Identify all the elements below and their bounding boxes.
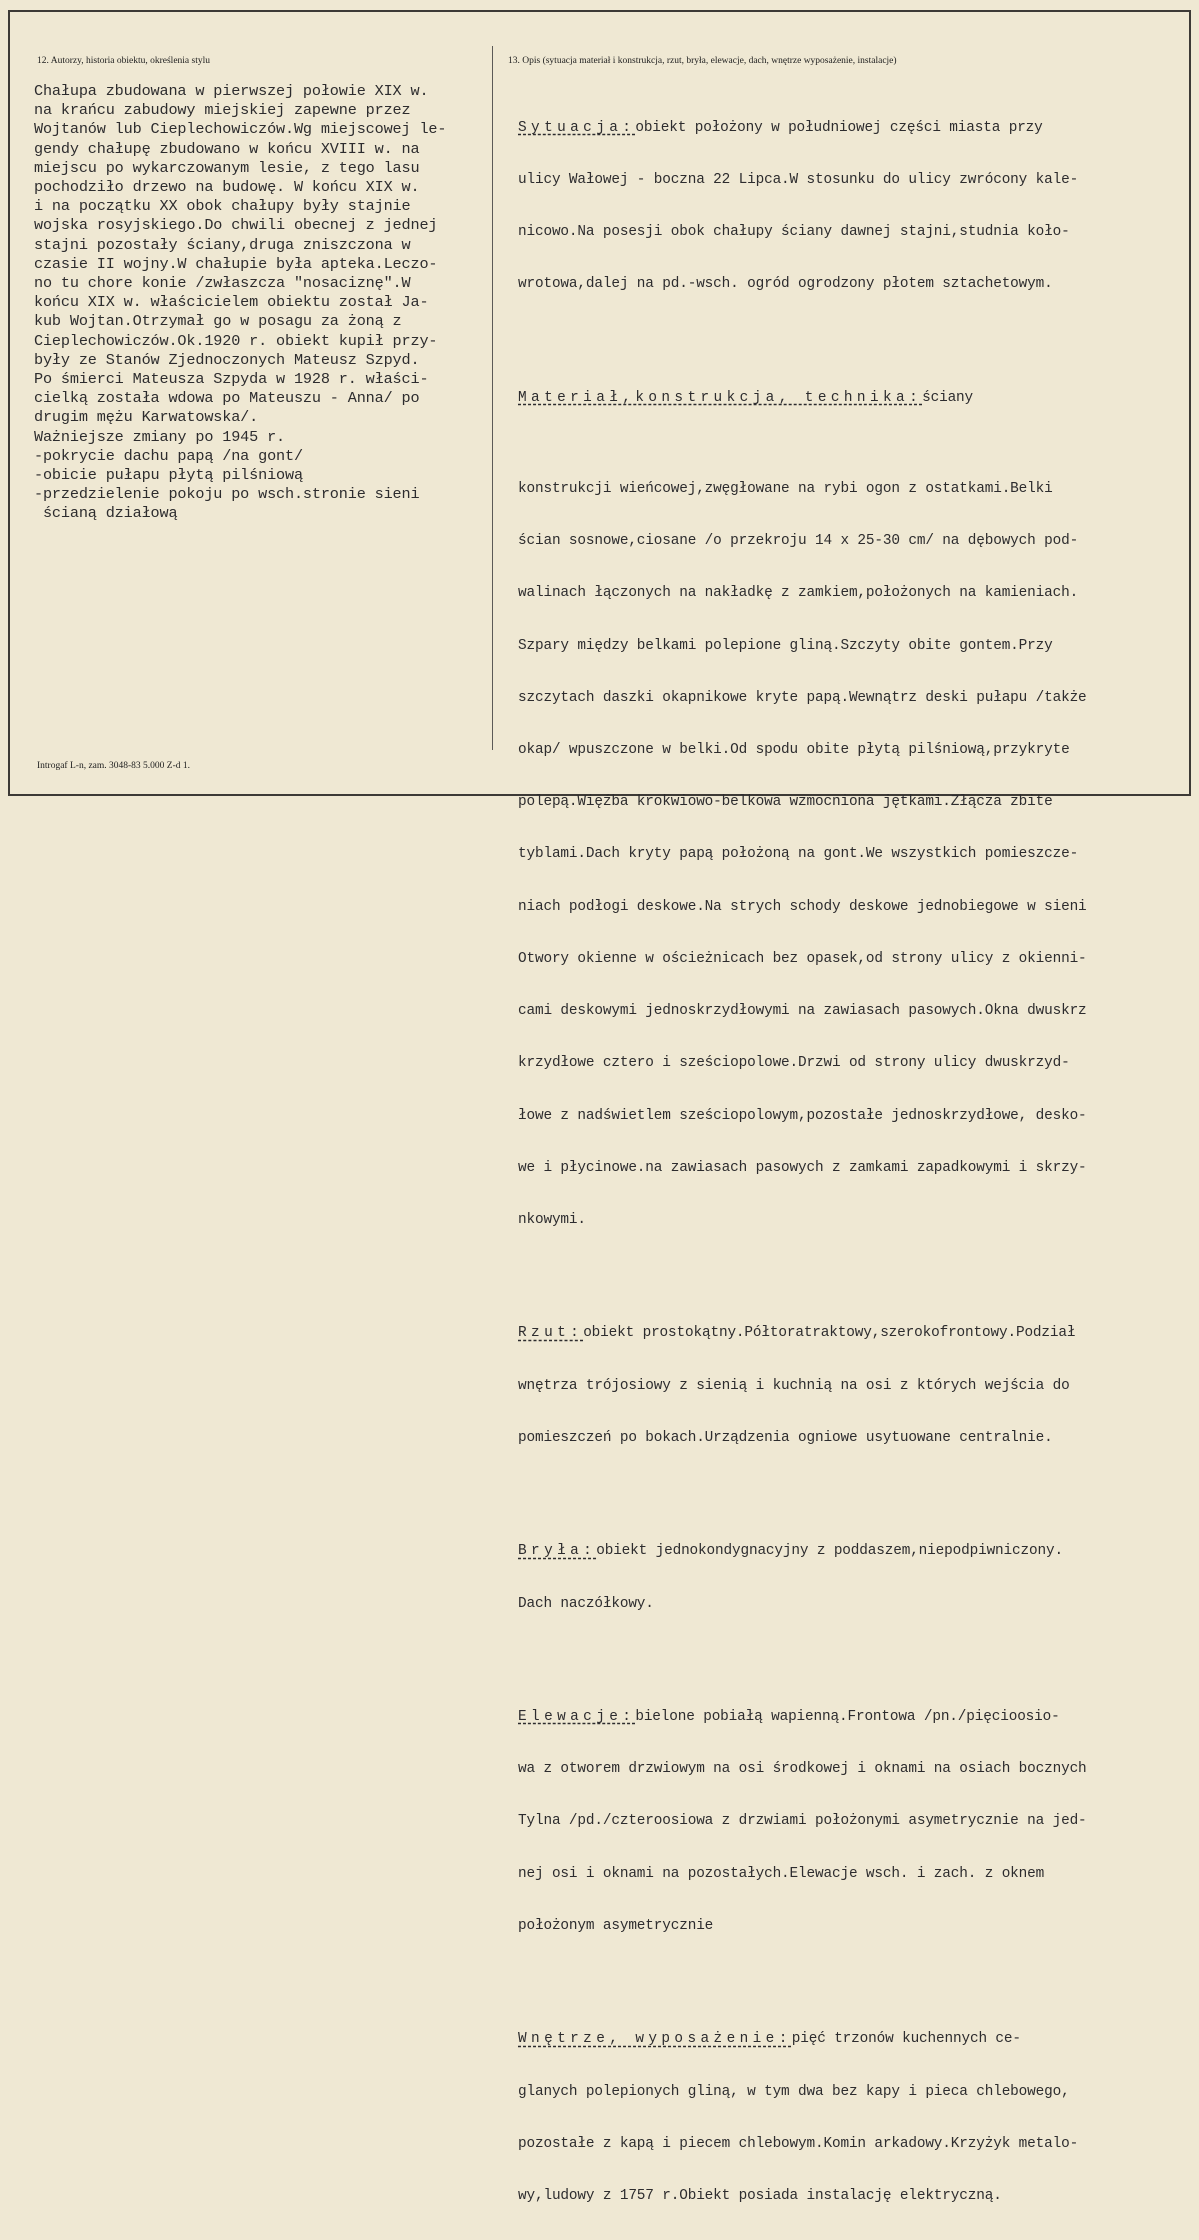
history-line: Ważniejsze zmiany po 1945 r. — [34, 427, 285, 446]
section-13-header: 13. Opis (sytuacja materiał i konstrukcja, rzut, bryła, elewacje, dach, wnętrze wyposażenie, instalacje) — [508, 56, 897, 66]
history-line: drugim mężu Karwatowska/. — [34, 408, 259, 427]
text-line: łowe z nadświetlem sześciopolowym,pozostałe jednoskrzydłowe, desko- — [518, 1107, 1087, 1124]
bryla-line-1: Bryła:obiekt jednokondygnacyjny z poddaszem,niepodpiwniczony. — [518, 1543, 1063, 1560]
text-line: Tylna /pd./czteroosiowa z drzwiami położonymi asymetrycznie na jed- — [518, 1813, 1087, 1830]
text-line: pomieszczeń po bokach.Urządzenia ogniowe usytuowane centralnie. — [518, 1429, 1053, 1446]
text-line: walinach łączonych na nakładkę z zamkiem,położonych na kamieniach. — [518, 585, 1079, 602]
history-line: czasie II wojny.W chałupie była apteka.Leczo- — [34, 254, 438, 273]
text-line: konstrukcji wieńcowej,zwęgłowane na rybi ogon z ostatkami.Belki — [518, 480, 1053, 497]
text-line: polepą.Więźba krokwiowo-belkowa wzmocniona jętkami.Złącza zbite — [518, 794, 1053, 811]
column-divider — [492, 46, 493, 750]
text-line: nej osi i oknami na pozostałych.Elewacje wsch. i zach. z oknem — [518, 1865, 1045, 1882]
text-line: krzydłowe cztero i sześciopolowe.Drzwi od strony ulicy dwuskrzyd- — [518, 1055, 1070, 1072]
history-line: cielką została wdowa po Mateuszu - Anna/ po — [34, 389, 420, 408]
text-line: pozostałe z kapą i piecem chlebowym.Komin arkadowy.Krzyżyk metalo- — [518, 2135, 1079, 2152]
text-line: nicowo.Na posesji obok chałupy ściany dawnej stajni,studnia koło- — [518, 224, 1070, 241]
material-line-1: Materiał,konstrukcja, technika:ściany — [518, 389, 974, 406]
text-line: okap/ wpuszczone w belki.Od spodu obite płytą pilśniową,przykryte — [518, 742, 1070, 759]
text-line: położonym asymetrycznie — [518, 1917, 714, 1934]
description-text — [518, 85, 1087, 2240]
wnetrze-line-1: Wnętrze, wyposażenie:pięć trzonów kuchennych ce- — [518, 2031, 1021, 2048]
text-line: niach podłogi deskowe.Na strych schody deskowe jednobiegowe w sieni — [518, 898, 1087, 915]
text-line: wy,ludowy z 1757 r.Obiekt posiada instalację elektryczną. — [518, 2187, 1002, 2204]
text-line: cami deskowymi jednoskrzydłowymi na zawiasach pasowych.Okna dwuskrz — [518, 1003, 1087, 1020]
text-line: ulicy Wałowej - boczna 22 Lipca.W stosunku do ulicy zwrócony kale- — [518, 172, 1079, 189]
text-line: glanych polepionych gliną, w tym dwa bez kapy i pieca chlebowego, — [518, 2083, 1070, 2100]
text-line: tyblami.Dach kryty papą położoną na gont.We wszystkich pomieszcze- — [518, 846, 1079, 863]
history-line: Cieplechowiczów.Ok.1920 r. obiekt kupił przy- — [34, 331, 438, 350]
history-line: no tu chore konie /zwłaszcza "nosaciznę".W — [34, 274, 411, 293]
elewacje-heading: Elewacje: — [518, 1708, 636, 1725]
history-line: stajni pozostały ściany,druga zniszczona w — [34, 235, 411, 254]
history-line: Po śmierci Mateusza Szpyda w 1928 r. właści- — [34, 370, 429, 389]
history-line: ścianą działową — [34, 504, 178, 523]
history-line: pochodziło drzewo na budowę. W końcu XIX w. — [34, 178, 420, 197]
text-line: we i płycinowe.na zawiasach pasowych z zamkami zapadkowymi i skrzy- — [518, 1159, 1087, 1176]
history-line: na krańcu zabudowy miejskiej zapewne przez — [34, 101, 411, 120]
text-line: ścian sosnowe,ciosane /o przekroju 14 x 25-30 cm/ na dębowych pod- — [518, 533, 1079, 550]
history-line: -przedzielenie pokoju po wsch.stronie sieni — [34, 485, 420, 504]
text-line: szczytach daszki okapnikowe kryte papą.Wewnątrz deski pułapu /także — [518, 689, 1087, 706]
material-heading: Materiał,konstrukcja, technika: — [518, 389, 923, 406]
bryla-heading: Bryła: — [518, 1543, 597, 1560]
text-line: wrotowa,dalej na pd.-wsch. ogród ogrodzony płotem sztachetowym. — [518, 276, 1053, 293]
text-line: wnętrza trójosiowy z sienią i kuchnią na osi z których wejścia do — [518, 1377, 1070, 1394]
history-line: wojska rosyjskiego.Do chwili obecnej z jednej — [34, 216, 438, 235]
text-line: Otwory okienne w ościeżnicach bez opasek,od strony ulicy z okienni- — [518, 950, 1087, 967]
history-line: i na początku XX obok chałupy były stajnie — [34, 197, 411, 216]
history-line: kub Wojtan.Otrzymał go w posagu za żoną z — [34, 312, 402, 331]
history-line: miejscu po wykarczowanym lesie, z tego lasu — [34, 158, 420, 177]
elewacje-line-1: Elewacje:bielone pobiałą wapienną.Frontowa /pn./pięcioosio- — [518, 1708, 1060, 1725]
history-line: -pokrycie dachu papą /na gont/ — [34, 446, 303, 465]
text-line: nkowymi. — [518, 1212, 586, 1228]
sytuacja-heading: Sytuacja: — [518, 119, 636, 136]
history-line: Chałupa zbudowana w pierwszej połowie XIX w. — [34, 82, 429, 100]
section-12-header: 12. Autorzy, historia obiektu, określenia stylu — [37, 56, 210, 66]
text-line: Szpary między belkami polepione gliną.Szczyty obite gontem.Przy — [518, 637, 1053, 654]
history-line: były ze Stanów Zjednoczonych Mateusz Szpyd. — [34, 350, 420, 369]
text-line: Dach naczółkowy. — [518, 1595, 654, 1612]
history-line: -obicie pułapu płytą pilśniową — [34, 466, 303, 485]
history-text — [34, 82, 446, 524]
history-line: gendy chałupę zbudowano w końcu XVIII w. na — [34, 139, 420, 158]
rzut-line-1: Rzut:obiekt prostokątny.Półtoratraktowy,szerokofrontowy.Podział — [518, 1325, 1076, 1342]
text-line: wa z otworem drzwiowym na osi środkowej i oknami na osiach bocznych — [518, 1761, 1087, 1778]
rzut-heading: Rzut: — [518, 1325, 584, 1342]
history-line: końcu XIX w. właścicielem obiektu został Ja- — [34, 293, 429, 312]
wnetrze-heading: Wnętrze, wyposażenie: — [518, 2031, 792, 2048]
history-line: Wojtanów lub Cieplechowiczów.Wg miejscowej le- — [34, 120, 447, 139]
print-footer: Introgaf L-n, zam. 3048-83 5.000 Z-d 1. — [37, 761, 191, 771]
sytuacja-line-1: Sytuacja:obiekt położony w południowej części miasta przy — [518, 119, 1043, 136]
